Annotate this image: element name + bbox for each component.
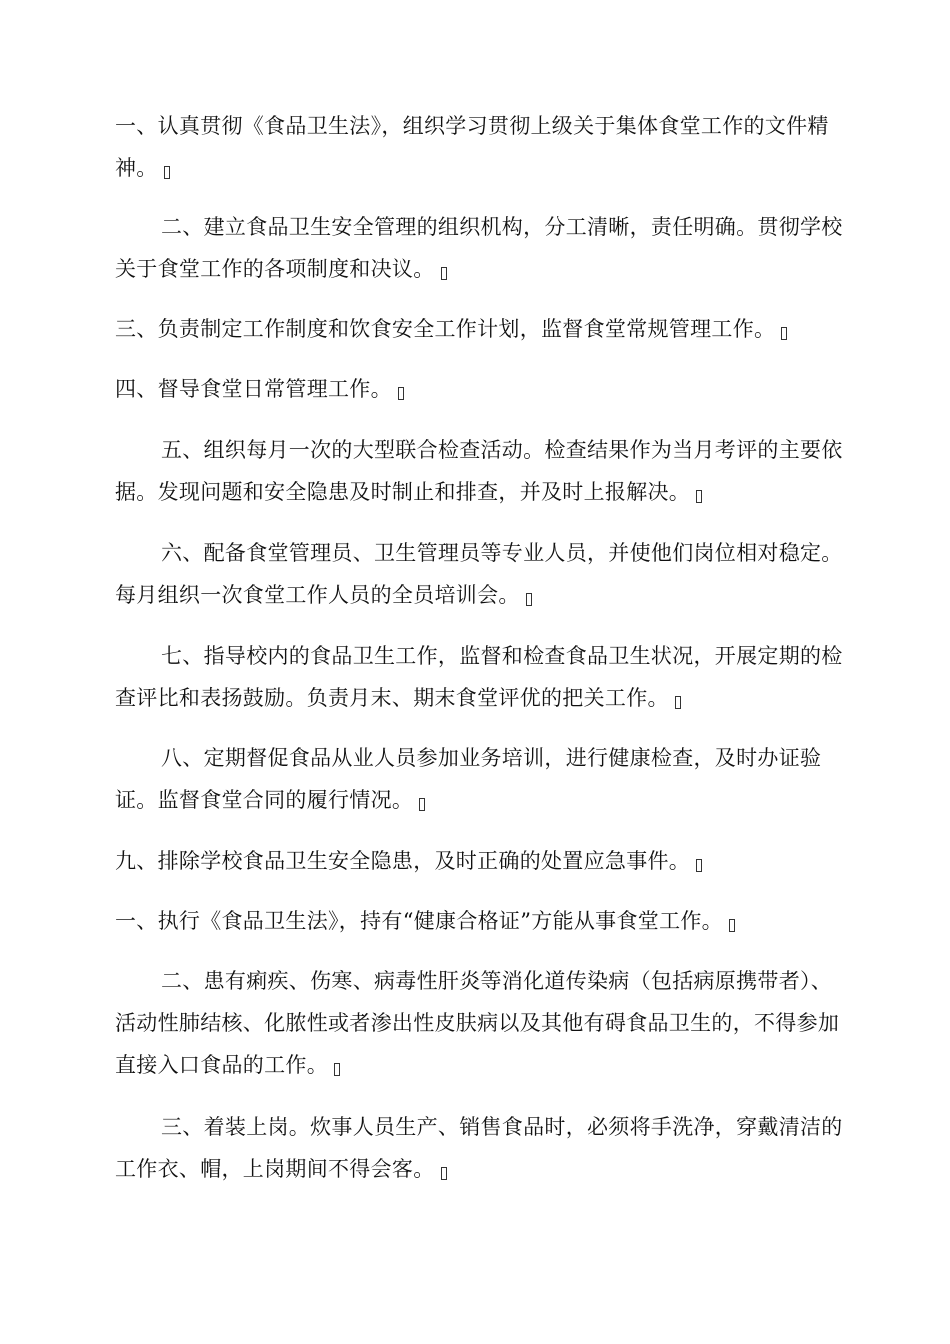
paragraph-11-text: 二、患有痢疾、伤寒、病毒性肝炎等消化道传染病（包括病原携带者）、活动性肺结核、化脓性或者渗出性皮肤病以及其他有碍食品卫生的，不得参加直接入口食品的工作。 xyxy=(115,969,840,1077)
paragraph-11 xyxy=(115,960,845,1086)
paragraph-7 xyxy=(115,635,845,719)
paragraph-mark-icon xyxy=(164,166,170,179)
paragraph-mark-icon xyxy=(441,1167,447,1180)
paragraph-8 xyxy=(115,737,845,821)
paragraph-7-text: 七、指导校内的食品卫生工作，监督和检查食品卫生状况，开展定期的检查评比和表扬鼓励。负责月末、期末食堂评优的把关工作。 xyxy=(115,644,843,710)
paragraph-12-text: 三、着装上岗。炊事人员生产、销售食品时，必须将手洗净，穿戴清洁的工作衣、帽，上岗期间不得会客。 xyxy=(115,1115,843,1181)
paragraph-5-text: 五、组织每月一次的大型联合检查活动。检查结果作为当月考评的主要依据。发现问题和安全隐患及时制止和排查，并及时上报解决。 xyxy=(115,438,843,504)
paragraph-9 xyxy=(115,840,845,882)
paragraph-9-text: 九、排除学校食品卫生安全隐患，及时正确的处置应急事件。 xyxy=(115,849,691,873)
paragraph-mark-icon xyxy=(441,267,447,280)
paragraph-3-text: 三、负责制定工作制度和饮食安全工作计划，监督食堂常规管理工作。 xyxy=(115,317,776,341)
paragraph-mark-icon xyxy=(419,798,425,811)
paragraph-8-text: 八、定期督促食品从业人员参加业务培训，进行健康检查，及时办证验证。监督食堂合同的履行情况。 xyxy=(115,746,822,812)
paragraph-2-text: 二、建立食品卫生安全管理的组织机构，分工清晰，责任明确。贯彻学校关于食堂工作的各项制度和决议。 xyxy=(115,215,843,281)
paragraph-12 xyxy=(115,1106,845,1190)
paragraph-6 xyxy=(115,532,845,616)
paragraph-4 xyxy=(115,368,845,410)
paragraph-10-text: 一、执行《食品卫生法》，持有“健康合格证”方能从事食堂工作。 xyxy=(115,909,723,933)
paragraph-6-text: 六、配备食堂管理员、卫生管理员等专业人员，并使他们岗位相对稳定。每月组织一次食堂工作人员的全员培训会。 xyxy=(115,541,843,607)
paragraph-mark-icon xyxy=(526,593,532,606)
paragraph-10 xyxy=(115,900,845,942)
paragraph-4-text: 四、督导食堂日常管理工作。 xyxy=(115,377,392,401)
paragraph-1-text: 一、认真贯彻《食品卫生法》，组织学习贯彻上级关于集体食堂工作的文件精神。 xyxy=(115,114,829,180)
paragraph-3 xyxy=(115,308,845,350)
paragraph-mark-icon xyxy=(696,490,702,503)
paragraph-5 xyxy=(115,429,845,513)
paragraph-mark-icon xyxy=(781,327,787,340)
paragraph-mark-icon xyxy=(334,1063,340,1076)
paragraph-mark-icon xyxy=(398,387,404,400)
paragraph-2 xyxy=(115,206,845,290)
paragraph-1 xyxy=(115,105,845,189)
paragraph-mark-icon xyxy=(675,696,681,709)
paragraph-mark-icon xyxy=(696,859,702,872)
paragraph-mark-icon xyxy=(729,919,735,932)
